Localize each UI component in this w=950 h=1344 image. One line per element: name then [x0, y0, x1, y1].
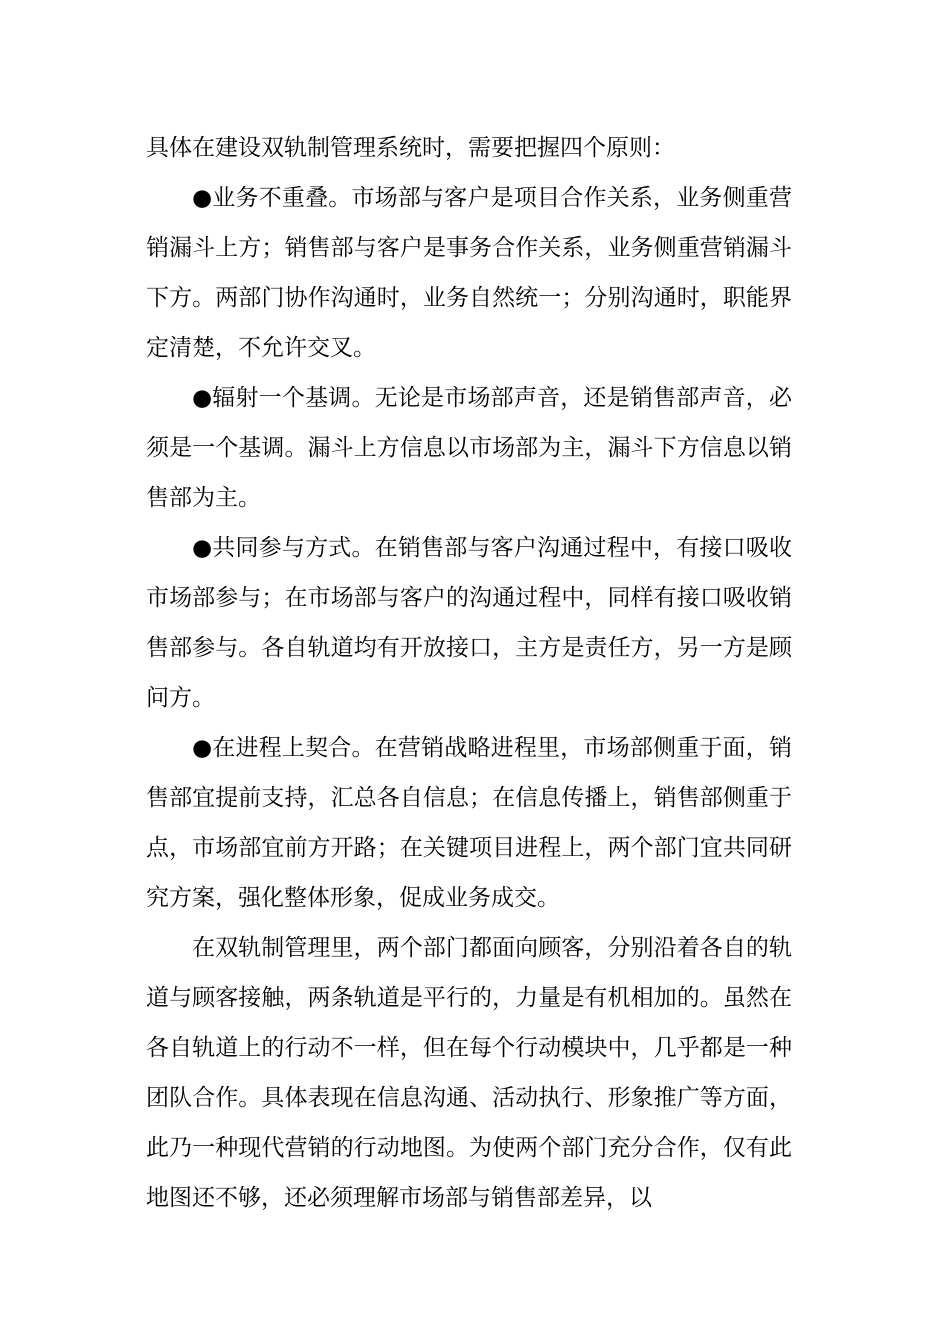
- principle-text: 共同参与方式。在销售部与客户沟通过程中，有接口吸收市场部参与；在市场部与客户的沟通过程中，同样有接口吸收销售部参与。各自轨道均有开放接口，主方是责任方，另一方是顾问方。: [146, 535, 793, 711]
- principle-text: 业务不重叠。市场部与客户是项目合作关系，业务侧重营销漏斗上方；销售部与客户是事务合作关系，业务侧重营销漏斗下方。两部门协作沟通时，业务自然统一；分别沟通时，职能界定清楚，不允许交叉。: [146, 185, 793, 361]
- intro-paragraph: 具体在建设双轨制管理系统时，需要把握四个原则：: [146, 135, 675, 161]
- closing-paragraph: 在双轨制管理里，两个部门都面向顾客，分别沿着各自的轨道与顾客接触，两条轨道是平行的，力量是有机相加的。虽然在各自轨道上的行动不一样，但在每个行动模块中，几乎都是一种团队合作。具体表现在信息沟通、活动执行、形象推广等方面，此乃一种现代营销的行动地图。为使两个部门充分合作，仅有此地图还不够，还必须理解市场部与销售部差异，以: [146, 935, 792, 1211]
- principle-paragraph-4: [146, 723, 792, 923]
- document-body: [146, 123, 792, 1223]
- principle-text: 在进程上契合。在营销战略进程里，市场部侧重于面，销售部宜提前支持，汇总各自信息；在信息传播上，销售部侧重于点，市场部宜前方开路；在关键项目进程上，两个部门宜共同研究方案，强化整体形象，促成业务成交。: [146, 735, 793, 911]
- bullet-icon: ●: [192, 385, 213, 411]
- bullet-icon: ●: [192, 185, 213, 211]
- principle-text: 辐射一个基调。无论是市场部声音，还是销售部声音，必须是一个基调。漏斗上方信息以市场部为主，漏斗下方信息以销售部为主。: [146, 385, 793, 511]
- principle-paragraph-3: [146, 523, 792, 723]
- bullet-icon: ●: [192, 735, 213, 761]
- bullet-icon: ●: [192, 535, 213, 561]
- principle-paragraph-1: [146, 173, 792, 373]
- principle-paragraph-2: [146, 373, 792, 523]
